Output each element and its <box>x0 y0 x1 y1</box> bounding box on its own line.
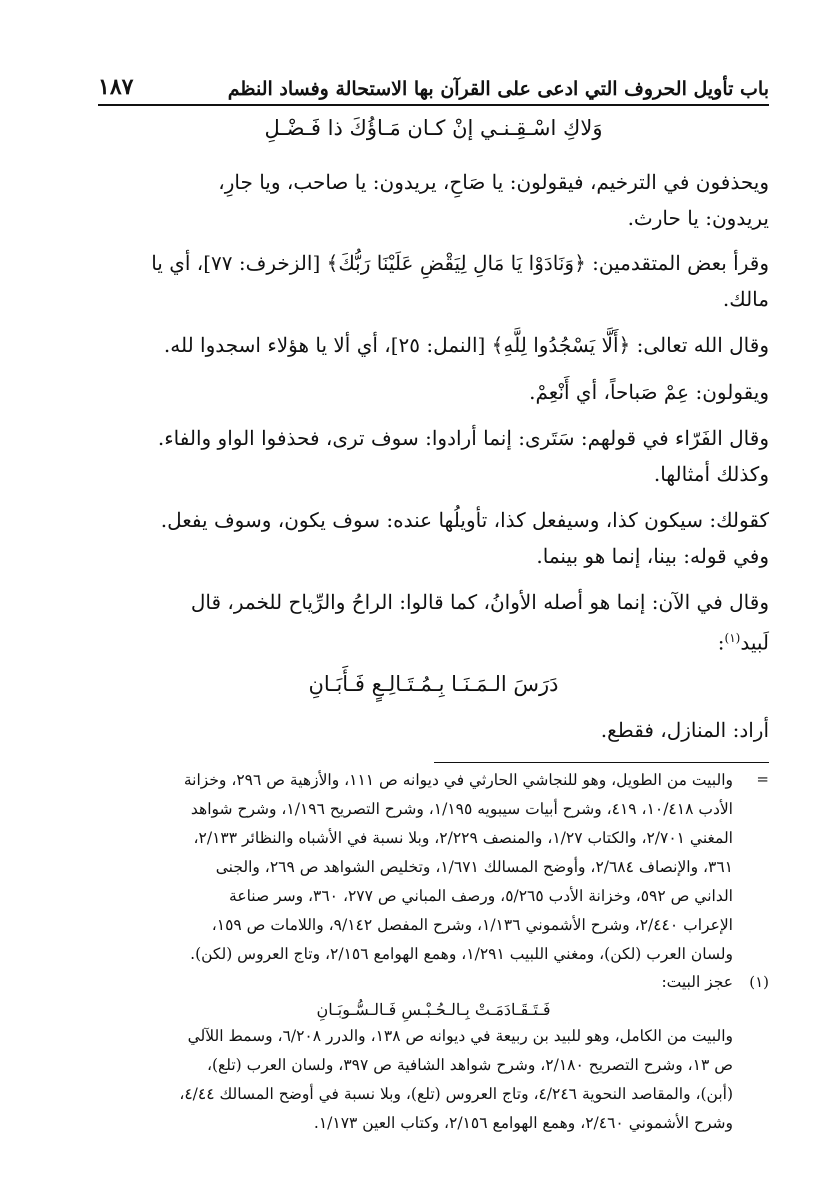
footnote-line: ولسان العرب (لكن)، ومغني اللبيب ١/٢٩١، وهمع الهوامع ٢/١٥٦، وتاج العروس (لكن). <box>190 945 733 963</box>
footnote-rule <box>434 762 769 763</box>
paragraph <box>98 374 769 410</box>
footnote-line: الداني ص ٥٩٢، وخزانة الأدب ٥/٢٦٥، ورصف المباني ص ٢٧٧، ٣٦٠، وسر صناعة <box>229 887 733 905</box>
paragraph <box>98 712 769 748</box>
footnote-label: عجز البيت: <box>661 973 733 991</box>
paragraph <box>98 584 769 661</box>
text-line <box>98 620 769 661</box>
footnote-line: الإعراب ٢/٤٤٠، وشرح الأشموني ١/١٣٦، وشرح المفصل ٩/١٤٢، واللامات ص ١٥٩، <box>211 916 733 934</box>
text-line: وفي قوله: بينا، إنما هو بينما. <box>536 544 769 568</box>
paragraph <box>98 327 769 363</box>
footnote-continuation-marker: = <box>756 770 769 788</box>
verse-line: دَرَسَ الـمَـنَـا بِـمُـتَـالِـعٍ فَـأَبَـانِ <box>308 672 559 696</box>
colon: : <box>717 630 725 655</box>
text-line: أراد: المنازل، فقطع. <box>600 718 769 742</box>
running-header <box>98 60 769 100</box>
text-line: وقرأ بعض المتقدمين: ﴿وَنَادَوْا يَا مَالِ لِيَقْضِ عَلَيْنَا رَبُّكَ﴾ [الزخرف: ٧٧]، أي يا <box>151 251 769 275</box>
chapter-title: باب تأويل الحروف التي ادعى على القرآن بها الاستحالة وفساد النظم <box>227 78 769 100</box>
paragraph <box>98 164 769 236</box>
poet-name: لَبيد <box>740 630 769 655</box>
footnote-line: ٣٦١، والإنصاف ٢/٦٨٤، وأوضح المسالك ١/٦٧١، وتخليص الشواهد ص ٢٦٩، والجنى <box>215 858 733 876</box>
footnote-line: ص ١٣، وشرح التصريح ٢/١٨٠، وشرح شواهد الشافية ص ٣٩٧، ولسان العرب (تلع)، <box>206 1056 733 1074</box>
header-rule <box>98 104 769 106</box>
paragraph <box>98 420 769 492</box>
page-number: ١٨٧ <box>98 74 134 100</box>
footnote-line: وشرح الأشموني ٢/٤٦٠، وهمع الهوامع ٢/١٥٦، وكتاب العين ١/١٧٣. <box>313 1114 733 1132</box>
text-line: وقال في الآن: إنما هو أصله الأوانُ، كما قالوا: الراحُ والرِّياح للخمر، قال <box>190 590 769 614</box>
footnote-ref: (١) <box>724 631 741 645</box>
text-line: مالك. <box>722 287 769 311</box>
footnote-line: والبيت من الطويل، وهو للنجاشي الحارثي في ديوانه ص ١١١، والأزهية ص ٢٩٦، وخزانة <box>183 771 733 789</box>
footnote-verse: فَـتَـقَـادَمَـتْ بِـالـحُـبْـسِ فَـالـسُّـوبَـانِ <box>316 1000 551 1019</box>
paragraph <box>98 502 769 574</box>
footnote-number: (١) <box>749 973 769 991</box>
footnote-line: (أبن)، والمقاصد النحوية ٤/٢٤٦، وتاج العروس (تلع)، وبلا نسبة في أوضح المسالك ٤/٤٤، <box>179 1085 733 1103</box>
verse-line: وَلاكِ اسْـقِـنـي إنْ كـان مَـاؤُكَ ذا فَـضْـلِ <box>264 116 603 140</box>
text-line: وقال الله تعالى: ﴿أَلَّا يَسْجُدُوا لِلَّهِ﴾ [النمل: ٢٥]، أي ألا يا هؤلاء اسجدوا لله. <box>163 333 769 357</box>
footnote-1 <box>98 1022 733 1138</box>
text-line: يريدون: يا حارث. <box>627 206 769 230</box>
paragraph <box>98 245 769 317</box>
text-line: ويقولون: عِمْ صَباحاً، أي أَنْعِمْ. <box>529 380 769 404</box>
text-line: وقال الفَرّاء في قولهم: سَتَرى: إنما أرادوا: سوف ترى، فحذفوا الواو والفاء. <box>157 426 769 450</box>
footnote-continued <box>98 766 733 969</box>
text-line: كقولك: سيكون كذا، وسيفعل كذا، تأويلُها عنده: سوف يكون، وسوف يفعل. <box>160 508 769 532</box>
text-line: ويحذفون في الترخيم، فيقولون: يا صَاحِ، يريدون: يا صاحب، ويا جارِ، <box>218 170 769 194</box>
footnote-line: المغني ٢/٧٠١، والكتاب ١/٢٧، والمنصف ٢/٢٢٩، وبلا نسبة في الأشباه والنظائر ٢/١٣٣، <box>193 829 733 847</box>
footnote-line: والبيت من الكامل، وهو للبيد بن ربيعة في ديوانه ص ١٣٨، والدرر ٦/٢٠٨، وسمط اللآلي <box>187 1027 733 1045</box>
text-line: وكذلك أمثالها. <box>653 462 769 486</box>
footnote-line: الأدب ١٠/٤١٨، ٤١٩، وشرح أبيات سيبويه ١/١٩٥، وشرح التصريح ١/١٩٦، وشرح شواهد <box>190 800 733 818</box>
